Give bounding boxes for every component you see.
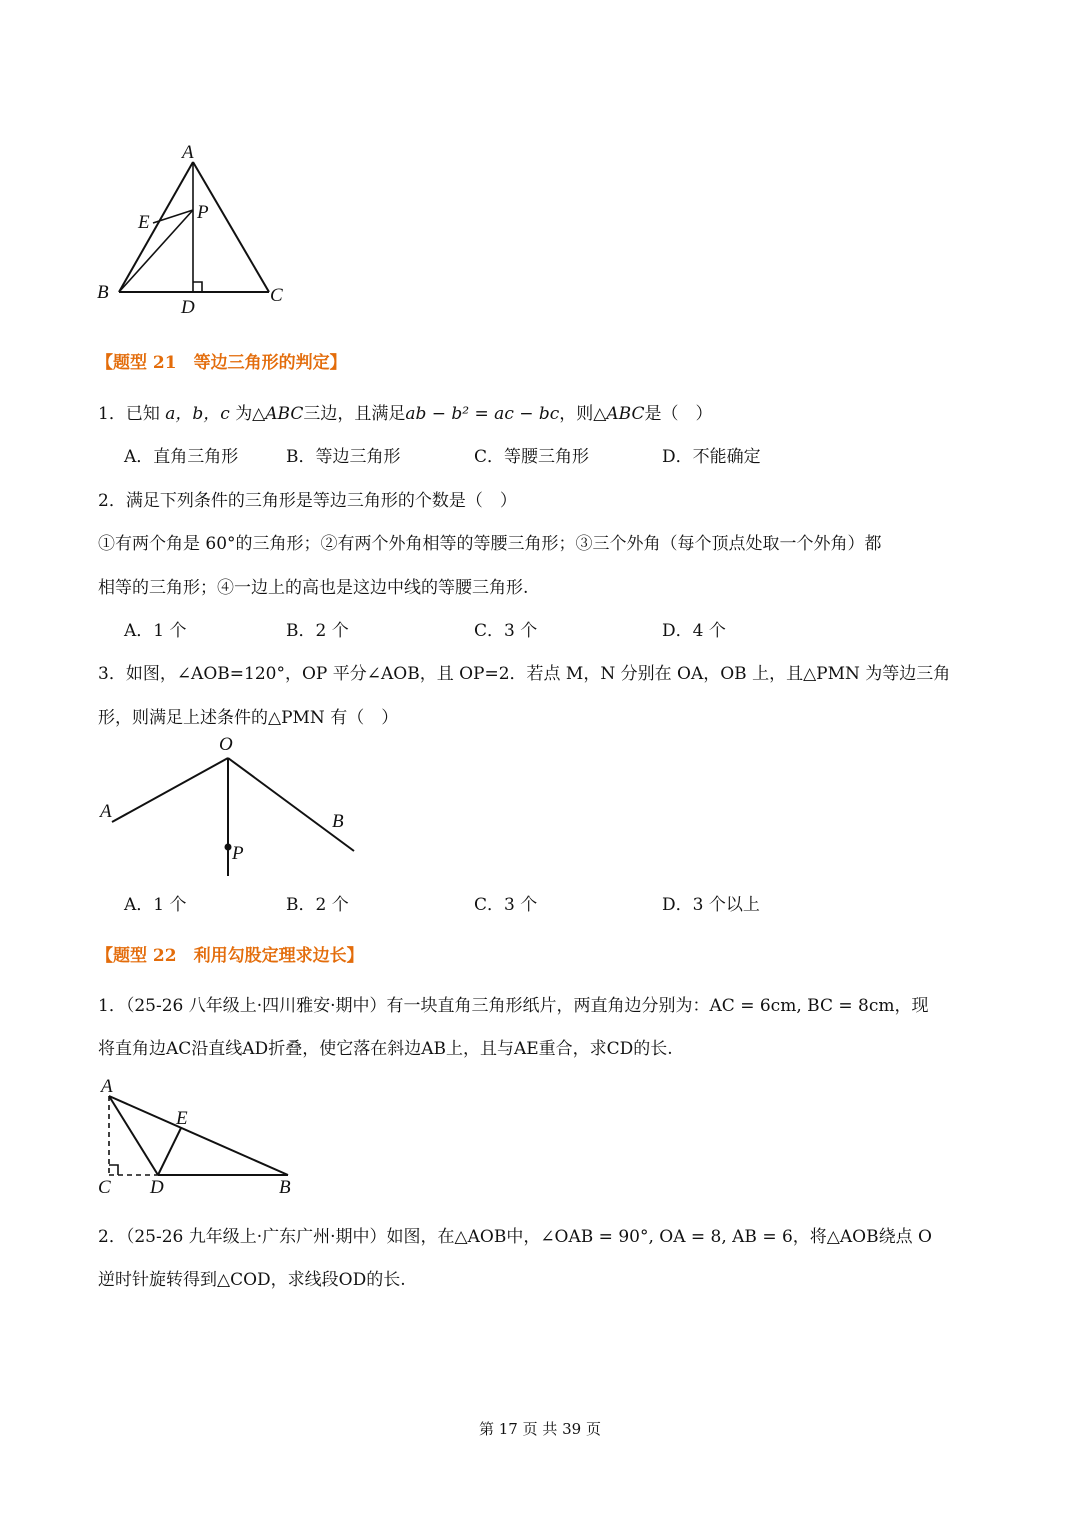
figure-right-triangle-fold xyxy=(90,1070,310,1200)
label-a: A xyxy=(101,1076,113,1097)
label-p: P xyxy=(232,843,244,864)
section-21-title: 【题型 21 等边三角形的判定】 xyxy=(96,353,347,373)
right-angle-mark xyxy=(193,282,202,292)
page-footer: 第 17 页 共 39 页 xyxy=(478,1420,601,1438)
q21-2-option-a: A．1 个 xyxy=(124,621,187,641)
q21-3-line-2: 形，则满足上述条件的△PMN 有（ ） xyxy=(98,708,399,728)
q21-2-option-b: B．2 个 xyxy=(286,621,349,641)
label-b: B xyxy=(279,1177,291,1198)
label-p: P xyxy=(197,202,209,223)
q22-2-line-1: 2．（25-26 九年级上·广东广州·期中）如图，在△AOB中，∠OAB = 90°, OA = 8, AB = 6，将△AOB绕点 O xyxy=(98,1227,932,1247)
q21-2-line-2: 相等的三角形；④一边上的高也是这边中线的等腰三角形. xyxy=(98,578,529,598)
label-b: B xyxy=(332,811,344,832)
segment-ac xyxy=(193,162,269,292)
label-a: A xyxy=(182,142,194,163)
q21-3-option-a: A．1 个 xyxy=(124,895,187,915)
label-d: D xyxy=(150,1177,164,1198)
hypotenuse-ab xyxy=(109,1096,288,1175)
point-p xyxy=(225,844,232,851)
figure-triangle-abc xyxy=(90,138,300,318)
q21-1-option-d: D．不能确定 xyxy=(662,447,761,467)
q21-2-option-d: D．4 个 xyxy=(662,621,726,641)
q21-3-option-c: C．3 个 xyxy=(474,895,538,915)
q21-1-option-b: B．等边三角形 xyxy=(286,447,401,467)
label-e: E xyxy=(138,212,150,233)
q21-2-option-c: C．3 个 xyxy=(474,621,538,641)
q21-2-line-1: ①有两个角是 60°的三角形；②有两个外角相等的等腰三角形；③三个外角（每个顶点处取一个外角）都 xyxy=(98,534,882,554)
label-c: C xyxy=(98,1177,111,1198)
q21-3-option-b: B．2 个 xyxy=(286,895,349,915)
label-a: A xyxy=(100,801,112,822)
q21-1-option-a: A．直角三角形 xyxy=(124,447,239,467)
segment-de xyxy=(158,1128,181,1175)
label-b: B xyxy=(97,282,109,303)
q21-3-option-d: D．3 个以上 xyxy=(662,895,760,915)
section-22-title: 【题型 22 利用勾股定理求边长】 xyxy=(96,946,364,966)
ray-ob xyxy=(228,758,354,851)
q21-3-line-1: 3．如图，∠AOB=120°，OP 平分∠AOB，且 OP=2．若点 M，N 分别在 OA，OB 上，且△PMN 为等边三角 xyxy=(98,664,951,684)
q21-1-stem: 1．已知 a，b，c 为△ABC三边，且满足ab − b² = ac − bc，则△ABC是（ ） xyxy=(98,404,713,424)
label-c: C xyxy=(270,285,283,306)
q22-2-line-2: 逆时针旋转得到△COD，求线段OD的长. xyxy=(98,1270,406,1290)
q21-1-option-c: C．等腰三角形 xyxy=(474,447,590,467)
q22-1-line-2: 将直角边AC沿直线AD折叠，使它落在斜边AB上，且与AE重合，求CD的长. xyxy=(98,1039,673,1059)
figure-angle-aob xyxy=(90,730,370,880)
label-d: D xyxy=(181,297,195,318)
label-e: E xyxy=(176,1108,188,1129)
right-angle-mark xyxy=(109,1165,118,1175)
q22-1-line-1: 1．（25-26 八年级上·四川雅安·期中）有一块直角三角形纸片，两直角边分别为：AC = 6cm, BC = 8cm，现 xyxy=(98,996,929,1016)
ray-oa xyxy=(112,758,228,822)
segment-ab xyxy=(119,162,193,292)
label-o: O xyxy=(219,734,233,755)
q21-2-stem: 2．满足下列条件的三角形是等边三角形的个数是（ ） xyxy=(98,491,517,511)
